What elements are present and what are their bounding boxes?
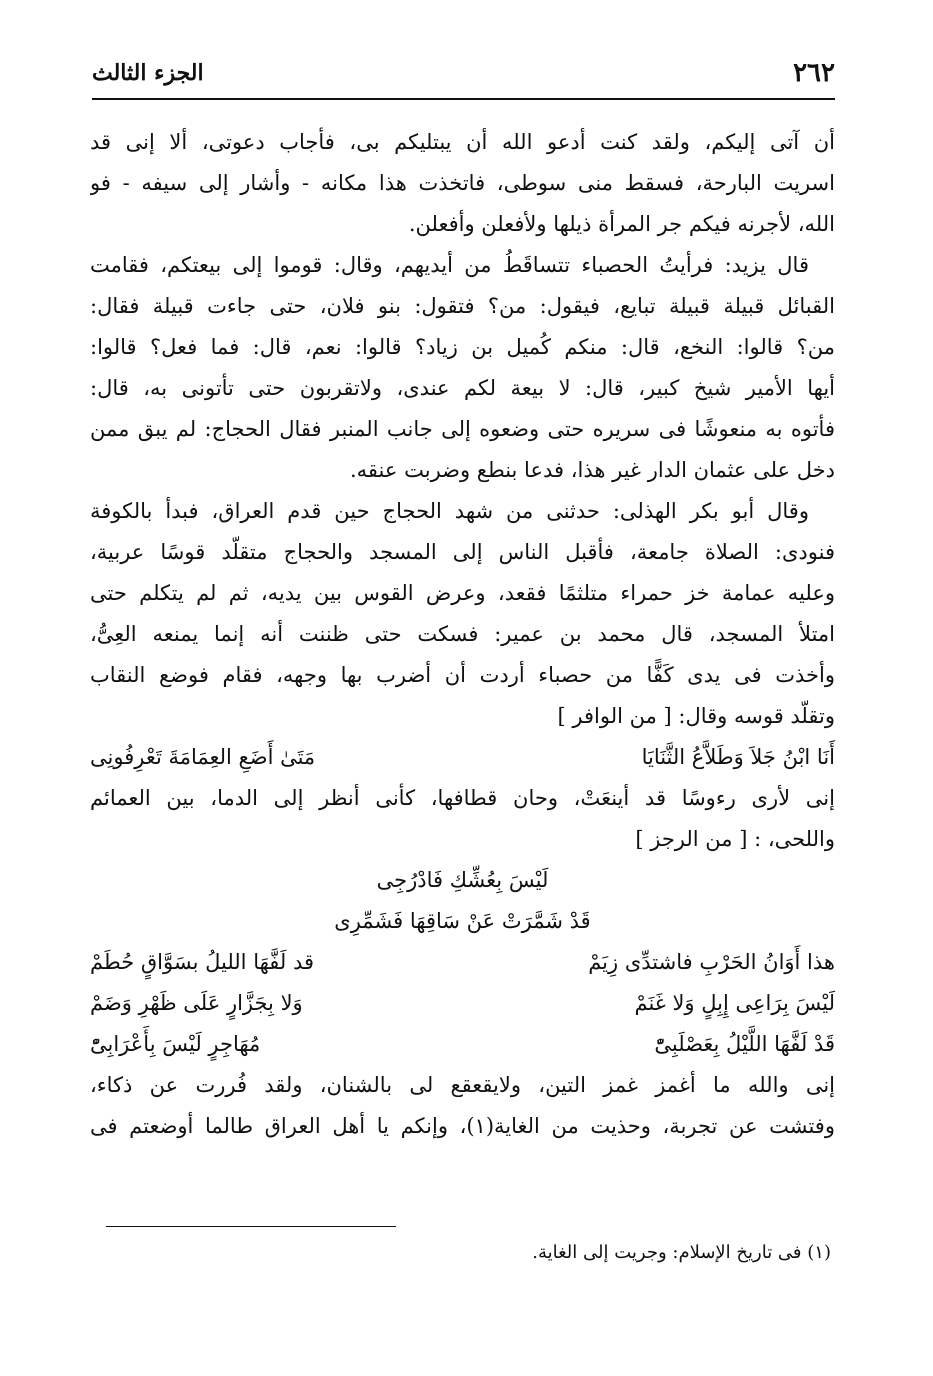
verse-line: [90, 983, 835, 1024]
verse-hemistich-left: مَتَىٰ أَضَعِ العِمَامَةَ تَعْرِفُونِى: [90, 745, 316, 769]
text-line: وتقلّد قوسه وقال: [ من الوافر ]: [557, 704, 835, 728]
text-line: القبائل قبيلة قبيلة تبايع، فيقول: من؟ فتقول: بنو فلان، حتى جاءت قبيلة فقال:: [90, 294, 835, 318]
verse-hemistich-left: وَلا بِجَزَّارٍ عَلَى ظَهْرِ وَضَمْ: [90, 991, 303, 1015]
page-header: [92, 58, 835, 100]
text-line: دخل على عثمان الدار غير هذا، فدعا بنطع وضربت عنقه.: [350, 458, 835, 482]
text-line: قال يزيد: فرأيتُ الحصباء تتساقَطُ من أيديهم، وقال: قوموا إلى بيعتكم، فقامت: [90, 253, 809, 277]
verse-line: [90, 1024, 835, 1065]
page-number: ٢٦٢: [793, 58, 835, 88]
verse-hemistich-right: هذا أَوَانُ الحَرْبِ فاشتدِّى زِيَمْ: [588, 950, 835, 974]
verse-line: [90, 942, 835, 983]
text-line: وعليه عمامة خز حمراء متلثمًا فقعد، وعرض القوس بين يديه، ثم لم يتكلم حتى: [90, 581, 835, 605]
rajaz-line: لَيْسَ بِعُشِّكِ فَادْرُجِى: [376, 868, 549, 892]
verse-hemistich-right: لَيْسَ بِرَاعِى إِبِلٍ وَلا غَنَمْ: [634, 991, 835, 1015]
verse-hemistich-left: قد لَفَّهَا الليلُ بسَوَّاقٍ حُطَمْ: [90, 950, 315, 974]
verse-hemistich-right: قَدْ لَفَّهَا اللَّيْلُ بِعَصْلَبِىّْ: [654, 1032, 835, 1056]
page-body: [90, 122, 835, 1147]
verse-hemistich-right: أَنَا ابْنُ جَلاَ وَطَلاَّعُ الثَّنَايَا: [641, 745, 835, 769]
text-line: وأخذت فى يدى كَفًّا من حصباء أردت أن أضرب بها وجهه، فقام فوضع النقاب: [90, 663, 835, 687]
text-line: اسريت البارحة، فسقط منى سوطى، فاتخذت هذا مكانه - وأشار إلى سيفه - فو: [90, 171, 835, 195]
text-line: أن آتى إليكم، ولقد كنت أدعو الله أن يبتليكم بى، فأجاب دعوتى، ألا إنى قد: [90, 130, 835, 154]
text-line: إنى لأرى رءوسًا قد أينعَتْ، وحان قطافها، كأنى أنظر إلى الدما، بين العمائم: [90, 786, 835, 810]
text-line: وقال أبو بكر الهذلى: حدثنى من شهد الحجاج حين قدم العراق، فبدأ بالكوفة: [90, 499, 809, 523]
footnote-divider: [106, 1226, 396, 1227]
footnote: (١) فى تاريخ الإسلام: وجريت إلى الغاية.: [532, 1242, 831, 1263]
verse-line: [90, 737, 835, 778]
rajaz-line: قَدْ شَمَّرَتْ عَنْ سَاقِهَا فَشَمِّرِى: [334, 909, 591, 933]
text-line: امتلأ المسجد، قال محمد بن عمير: فسكت حتى ظننت أنه إنما يمنعه العِىُّ،: [90, 622, 835, 646]
text-line: وفتشت عن تجربة، وحذيت من الغاية(١)، وإنكم يا أهل العراق طالما أوضعتم فى: [90, 1114, 835, 1138]
text-line: فأتوه به منعوشًا فى سريره حتى وضعوه إلى جانب المنبر فقال الحجاج: لم يبق ممن: [90, 417, 835, 441]
text-line: الله، لأجرنه فيكم جر المرأة ذيلها ولأفعلن وأفعلن.: [408, 212, 835, 236]
running-title: الجزء الثالث: [92, 60, 204, 86]
text-line: من؟ قالوا: النخع، قال: منكم كُميل بن زياد؟ قالوا: نعم، قال: فما فعل؟ قالوا:: [90, 335, 835, 359]
text-line: أيها الأمير شيخ كبير، قال: لا بيعة لكم عندى، ولاتقربون حتى تأتونى به، قال:: [90, 376, 835, 400]
text-line: إنى والله ما أغمز غمز التين، ولايقعقع لى بالشنان، ولقد فُررت عن ذكاء،: [90, 1073, 835, 1097]
text-line: فنودى: الصلاة جامعة، فأقبل الناس إلى المسجد والحجاج متقلّد قوسًا عربية،: [90, 540, 835, 564]
text-line: واللحى، : [ من الرجز ]: [635, 827, 835, 851]
verse-hemistich-left: مُهَاجِرٍ لَيْسَ بِأَعْرَابِىّْ: [90, 1032, 261, 1056]
